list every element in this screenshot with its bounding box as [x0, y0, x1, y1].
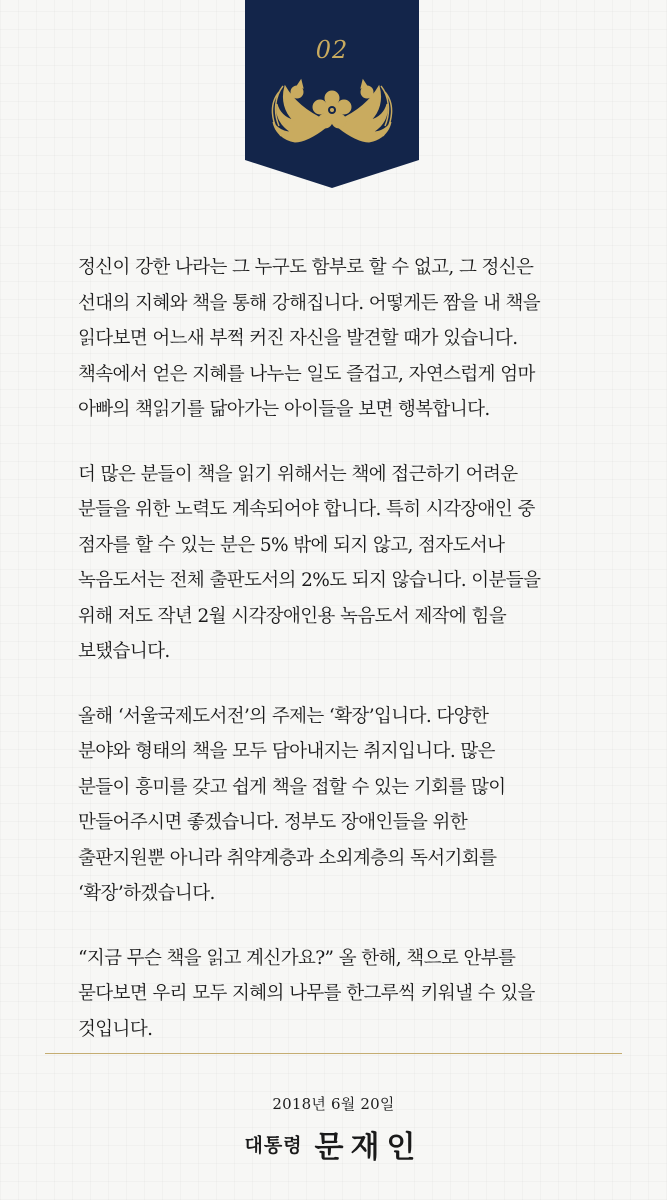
footer-divider [45, 1053, 622, 1054]
text-line: 묻다보면 우리 모두 지혜의 나무를 한그루씩 키워낼 수 있을 [78, 983, 535, 1004]
text-line: 보탰습니다. [78, 641, 170, 662]
number-banner [245, 0, 419, 188]
letter-body [78, 250, 638, 1076]
banner-shape [245, 0, 419, 188]
signature-title: 대통령 [244, 1134, 303, 1157]
text-line: 출판지원뿐 아니라 취약계층과 소외계층의 독서기회를 [78, 847, 497, 869]
text-line: 분들을 위한 노력도 계속되어야 합니다. 특히 시각장애인 중 [78, 499, 535, 520]
text-line: 올해 ‘서울국제도서전’의 주제는 ‘확장’입니다. 다양한 [78, 705, 489, 727]
text-line: 녹음도서는 전체 출판도서의 2%도 되지 않습니다. 이분들을 [78, 570, 541, 591]
text-line: 만들어주시면 좋겠습니다. 정부도 장애인들을 위한 [78, 812, 468, 833]
paragraph-1 [78, 250, 638, 428]
text-line: ‘확장’하겠습니다. [78, 883, 215, 904]
paragraph-2 [78, 457, 638, 670]
text-line: 더 많은 분들이 책을 읽기 위해서는 책에 접근하기 어려운 [78, 463, 518, 485]
text-line: 책속에서 얻은 지혜를 나누는 일도 즐겁고, 자연스럽게 엄마 [78, 363, 535, 385]
text-line: 선대의 지혜와 책을 통해 강해집니다. 어떻게든 짬을 내 책을 [78, 292, 541, 314]
date: 2018년 6월 20일 [272, 1095, 395, 1113]
text-line: 분야와 형태의 책을 모두 담아내지는 취지입니다. 많은 [78, 741, 495, 762]
text-line: “지금 무슨 책을 읽고 계신가요?” 올 한해, 책으로 안부를 [78, 947, 516, 969]
paragraph-4 [78, 941, 638, 1048]
signature [0, 1122, 667, 1166]
text-line: 분들이 흥미를 갖고 쉽게 책을 접할 수 있는 기회를 많이 [78, 776, 506, 798]
text-line: 점자를 할 수 있는 분은 5% 밖에 되지 않고, 점자도서나 [78, 534, 505, 556]
text-line: 아빠의 책읽기를 닮아가는 아이들을 보면 행복합니다. [78, 399, 490, 420]
text-line: 읽다보면 어느새 부쩍 커진 자신을 발견할 때가 있습니다. [78, 328, 518, 349]
text-line: 위해 저도 작년 2월 시각장애인용 녹음도서 제작에 힘을 [78, 605, 507, 627]
text-line: 것입니다. [78, 1018, 153, 1040]
paragraph-3 [78, 699, 638, 912]
section-number: 02 [315, 36, 349, 64]
signature-name: 문재인 [314, 1130, 423, 1165]
text-line: 정신이 강한 나라는 그 누구도 함부로 할 수 없고, 그 정신은 [78, 257, 534, 278]
